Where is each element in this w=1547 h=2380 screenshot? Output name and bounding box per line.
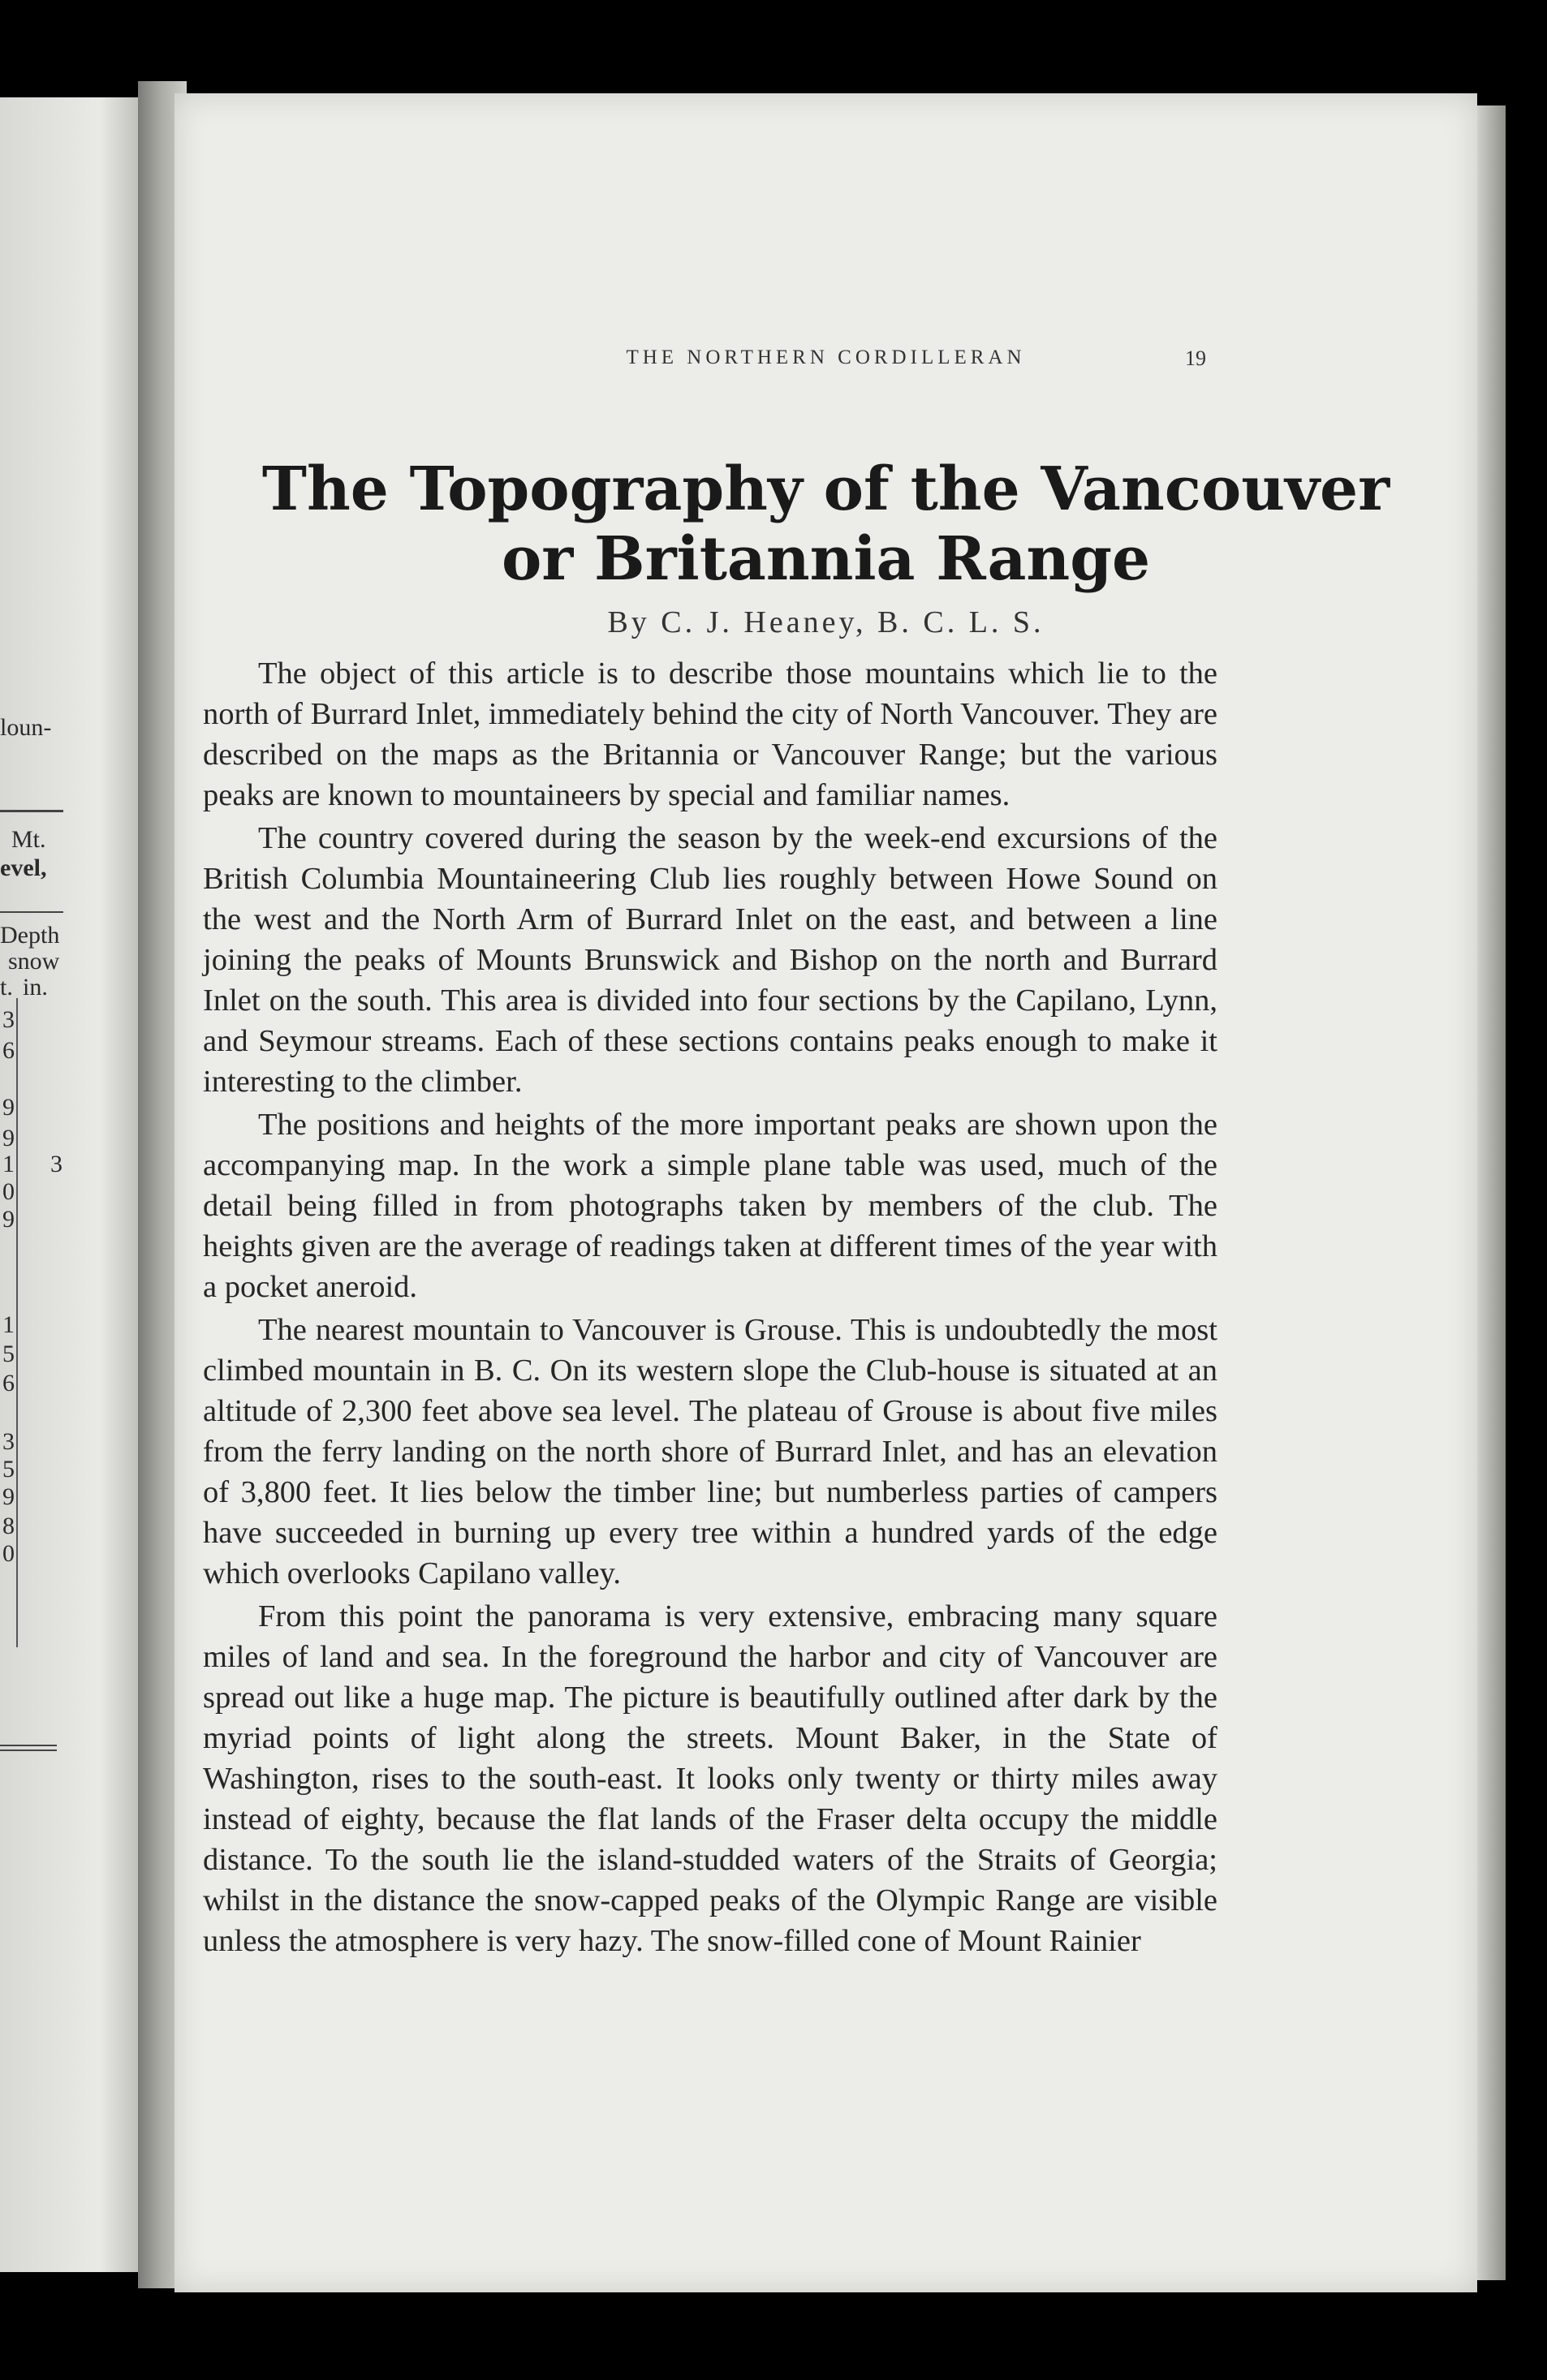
table-digit: 0: [2, 1178, 15, 1205]
article-body: [203, 653, 1217, 1964]
byline: By C. J. Heaney, B. C. L. S.: [607, 605, 1045, 639]
paragraph: The nearest mountain to Vancouver is Grouse. This is undoubtedly the most climbed mountain in B. C. On its western slope the Club-house is situated at an altitude of 2,300 feet above sea level. The plateau of Grouse is about five miles from the ferry landing on the north shore of Burrard Inlet, and has an elevation of 3,800 feet. It lies below the timber line; but numberless parties of campers have succeeded in burning up every tree within a hundred yards of the edge which overlooks Capilano valley.: [203, 1313, 1217, 1590]
table-digit: 3: [50, 1151, 62, 1177]
table-digit: 1: [2, 1151, 15, 1177]
left-page-text: snow: [8, 948, 60, 975]
table-digit: 9: [2, 1094, 15, 1121]
page-number: 19: [1185, 346, 1206, 370]
table-digit: 3: [2, 1006, 15, 1033]
left-page-text: loun-: [0, 714, 52, 741]
paragraph: From this point the panorama is very extensive, embracing many square miles of land and sea. In the foreground the harbor and city of Vancouver are spread out like a huge map. The picture is beautifully outlined after dark by the myriad points of light along the streets. Mount Baker, in the State of Washington, rises to the south-east. It looks only twenty or thirty miles away instead of eighty, because the flat lands of the Fraser delta occupy the middle distance. To the south lie the island-studded waters of the Straits of Georgia; whilst in the distance the snow-capped peaks of the Olympic Range are visible unless the atmosphere is very hazy. The snow-filled cone of Mount Rainier: [203, 1599, 1217, 1958]
paragraph: The country covered during the season by the week-end excursions of the British Columbia Mountaineering Club lies roughly between Howe Sound on the west and the North Arm of Burrard Inlet on the east, and between a line joining the peaks of Mounts Brunswick and Bishop on the north and Burrard Inlet on the south. This area is divided into four sections by the Capilano, Lynn, and Seymour streams. Each of these sections contains peaks enough to make it interesting to the climber.: [203, 821, 1217, 1099]
left-page-text: Mt.: [11, 826, 46, 853]
table-digit: 5: [2, 1341, 15, 1367]
left-page-text: in.: [23, 974, 48, 1001]
book-page: [175, 93, 1477, 2292]
table-digit: 5: [2, 1456, 15, 1483]
table-digit: 6: [2, 1370, 15, 1397]
table-digit: 9: [2, 1206, 15, 1233]
article-title: [175, 454, 1477, 594]
table-rule: [0, 810, 63, 812]
table-digit: 9: [2, 1483, 15, 1510]
page-edge: [1473, 105, 1506, 2280]
table-rule: [0, 911, 63, 913]
paragraph: The positions and heights of the more important peaks are shown upon the accompanying map. In the work a simple plane table was used, much of the detail being filled in from photographs taken by members of the club. The heights given are the average of readings taken at different times of the year with a pocket aneroid.: [203, 1108, 1217, 1304]
running-head: THE NORTHERN CORDILLERAN: [626, 346, 1026, 368]
title-line-1: The Topography of the Vancouver: [261, 454, 1390, 524]
table-column-rule: [16, 998, 18, 1647]
left-page-text: Depth: [0, 922, 60, 949]
table-digit: 1: [2, 1311, 15, 1338]
left-page-text: t.: [0, 974, 13, 1001]
table-digit: 9: [2, 1125, 15, 1151]
table-rule: [0, 1749, 57, 1751]
table-rule: [0, 1745, 57, 1746]
paragraph: The object of this article is to describe those mountains which lie to the north of Burrard Inlet, immediately behind the city of North Vancouver. They are described on the maps as the Britannia or Vancouver Range; but the various peaks are known to mountaineers by special and familiar names.: [203, 656, 1217, 812]
table-digit: 6: [2, 1037, 15, 1064]
left-page-fragment: [0, 97, 142, 2272]
table-digit: 0: [2, 1540, 15, 1567]
table-digit: 3: [2, 1428, 15, 1455]
left-page-text: evel,: [0, 854, 47, 881]
table-digit: 8: [2, 1513, 15, 1539]
title-line-2: or Britannia Range: [501, 524, 1151, 594]
